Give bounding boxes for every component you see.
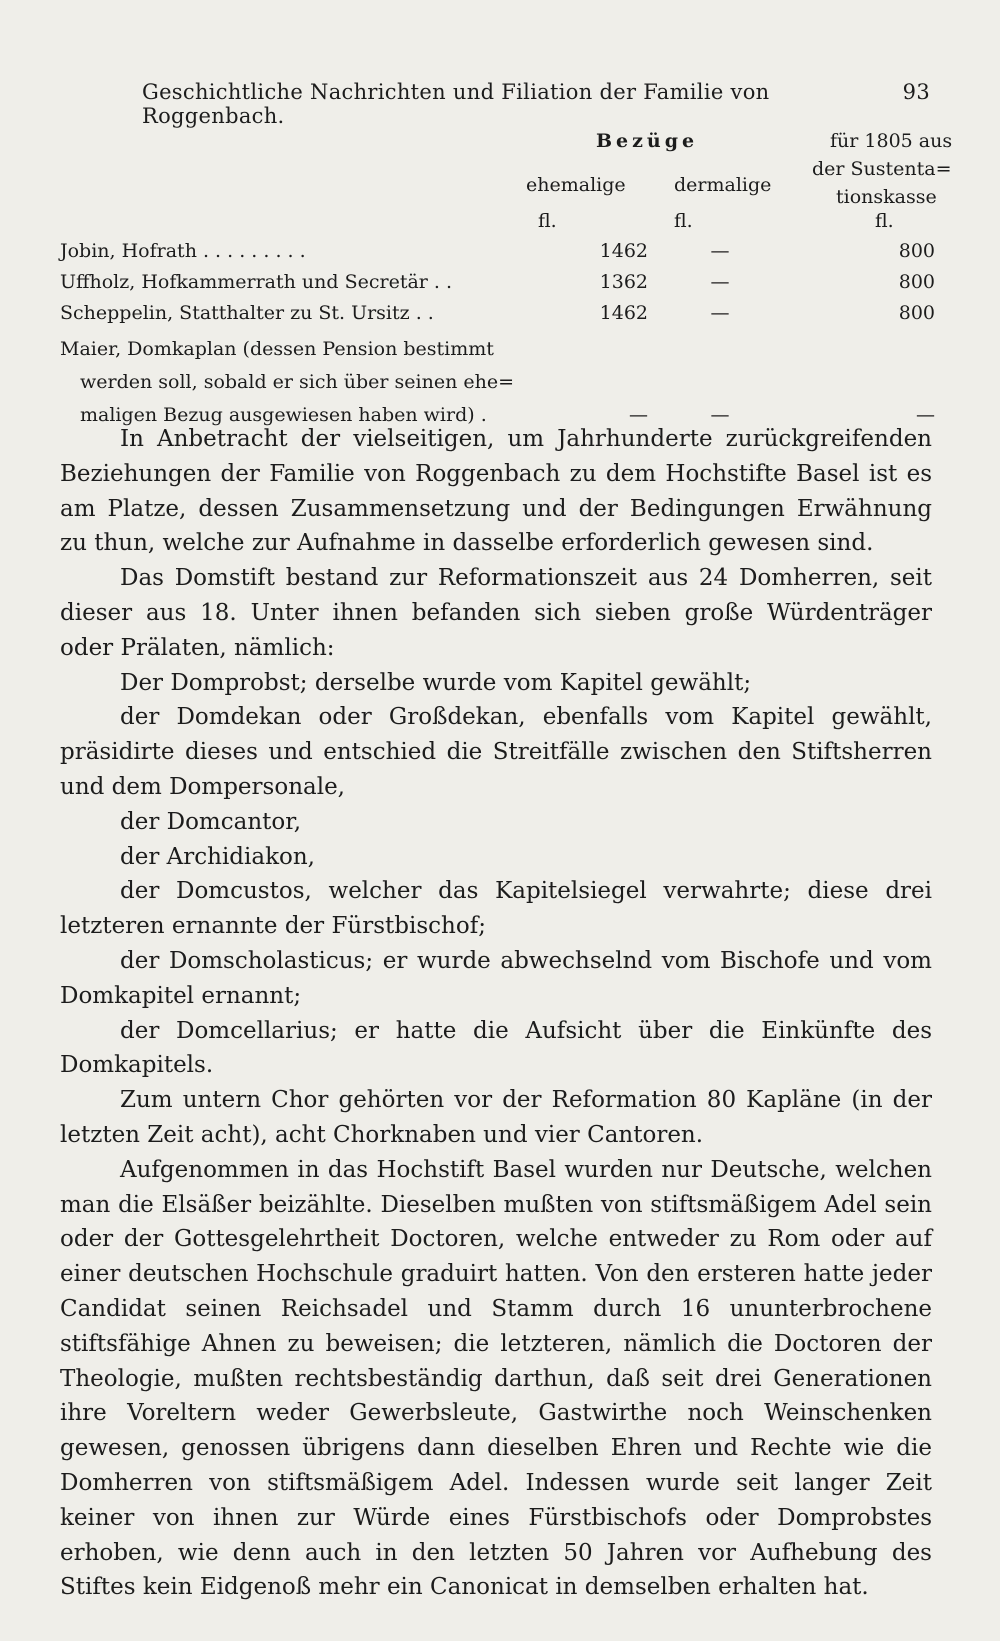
page-number: 93: [902, 80, 930, 104]
paragraph: der Domcellarius; er hatte die Aufsicht über die Einkünfte des Domkapitels.: [60, 1017, 932, 1079]
maier-line-1: Maier, Domkaplan (dessen Pension bestimmt: [60, 338, 494, 360]
col-1805-line3: tionskasse: [836, 186, 937, 208]
row-current: —: [710, 271, 730, 293]
col-1805-line1: für 1805 aus: [830, 130, 953, 152]
body-text: [60, 422, 932, 1605]
row-name: Uffholz, Hofkammerrath und Secretär . .: [60, 271, 453, 293]
row-former: 1462: [599, 240, 648, 262]
unit-current: fl.: [674, 210, 693, 232]
salary-table: [60, 130, 953, 433]
table-row-maier: [60, 333, 940, 433]
unit-former: fl.: [538, 210, 557, 232]
running-title: Geschichtliche Nachrichten und Filiation der Familie von Roggenbach.: [142, 80, 770, 128]
running-header: [60, 80, 930, 128]
paragraph: der Domdekan oder Großdekan, ebenfalls vom Kapitel gewählt, präsidirte dieses und entschied die Streitfälle zwischen den Stiftsherren und dem Dompersonale,: [60, 704, 932, 800]
row-sust: 800: [898, 240, 935, 262]
unit-sust: fl.: [875, 210, 894, 232]
table-header: [60, 130, 953, 240]
table-row: [60, 302, 940, 333]
paragraph: Zum untern Chor gehörten vor der Reformation 80 Kapläne (in der letzten Zeit acht), acht Chorknaben und vier Cantoren.: [60, 1087, 932, 1148]
row-sust: 800: [898, 271, 935, 293]
paragraph: Aufgenommen in das Hochstift Basel wurden nur Deutsche, welchen man die Elsäßer beizählte. Dieselben mußten von stiftsmäßigem Adel sein oder der Gottesgelehrtheit Doctoren, welche entweder zu Rom oder auf einer deutschen Hochschule graduirt hatten. Von den ersteren hatte jeder Candidat seinen Reichsadel und Stamm durch 16 ununterbrochene stiftsfähige Ahnen zu beweisen; die letzteren, nämlich die Doctoren der Theologie, mußten rechtsbeständig darthun, daß seit drei Generationen ihre Voreltern weder Gewerbsleute, Gastwirthe noch Weinschenken gewesen, genossen übrigens dann dieselben Ehren und Rechte wie die Domherren von stiftsmäßigem Adel. Indessen wurde seit langer Zeit keiner von ihnen zur Würde eines Fürstbischofs oder Domprobstes erhoben, wie denn auch in den letzten 50 Jahren vor Aufhebung des Stiftes kein Eidgenoß mehr ein Canonicat in demselben erhalten hat.: [60, 1156, 932, 1601]
table-row: [60, 271, 940, 302]
row-name: Jobin, Hofrath . . . . . . . . .: [60, 240, 306, 262]
col-former: ehemalige: [526, 174, 626, 196]
table-row: [60, 240, 940, 271]
paragraph: der Domcantor,: [120, 808, 302, 835]
paragraph: der Domcustos, welcher das Kapitelsiegel verwahrte; diese drei letzteren ernannte der Fürstbischof;: [60, 878, 932, 940]
row-sust: 800: [898, 302, 935, 324]
paragraph: In Anbetracht der vielseitigen, um Jahrhunderte zurückgreifenden Beziehungen der Familie von Roggenbach zu dem Hochstifte Basel ist es am Platze, dessen Zusammensetzung und der Bedingungen Erwähnung zu thun, welche zur Aufnahme in dasselbe erforderlich gewesen sind.: [60, 426, 932, 557]
col-1805-line2: der Sustenta=: [812, 158, 952, 180]
paragraph: der Archidiakon,: [120, 843, 315, 870]
row-former: —: [629, 404, 648, 426]
maier-line-3: maligen Bezug ausgewiesen haben wird) .: [80, 404, 487, 426]
row-current: —: [710, 240, 730, 262]
group-header: Bezüge: [596, 130, 699, 152]
paragraph: der Domscholasticus; er wurde abwechselnd vom Bischofe und vom Domkapitel ernannt;: [60, 947, 932, 1009]
row-former: 1362: [599, 271, 648, 293]
paragraph: Der Domprobst; derselbe wurde vom Kapitel gewählt;: [120, 669, 752, 696]
row-current: —: [710, 404, 730, 426]
row-name: Scheppelin, Statthalter zu St. Ursitz . .: [60, 302, 434, 324]
maier-line-2: werden soll, sobald er sich über seinen ehe=: [80, 371, 515, 393]
paragraph: Das Domstift bestand zur Reformationszeit aus 24 Domherren, seit dieser aus 18. Unter ihnen befanden sich sieben große Würdenträger oder Prälaten, nämlich:: [60, 565, 932, 661]
row-current: —: [710, 302, 730, 324]
row-sust: —: [916, 404, 935, 426]
col-current: dermalige: [674, 174, 772, 196]
row-former: 1462: [599, 302, 648, 324]
